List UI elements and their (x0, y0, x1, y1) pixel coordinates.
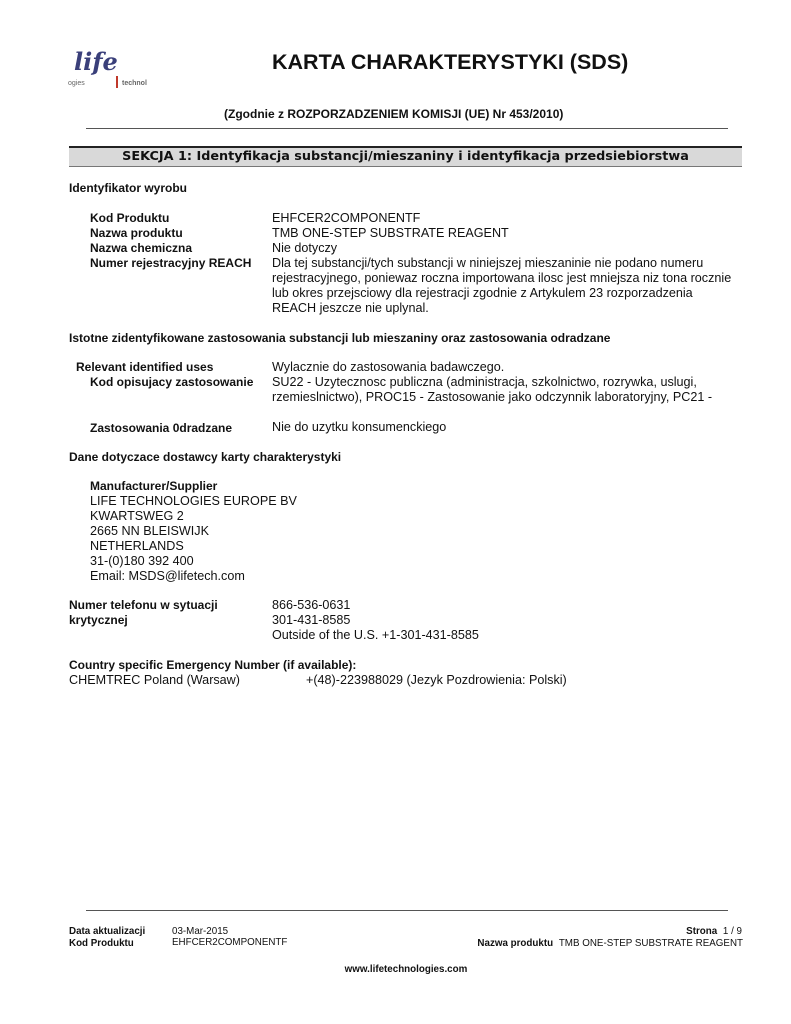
use-code-line: rzemieslnictwo), PROC15 - Zastosowanie jako odczynnik laboratoryjny, PC21 - (272, 390, 713, 404)
logo-left-text: ogies (68, 80, 85, 87)
supplier-line: LIFE TECHNOLOGIES EUROPE BV (90, 494, 297, 508)
supplier-line: NETHERLANDS (90, 539, 184, 553)
relevant-uses-value: Wylacznie do zastosowania badawczego. (272, 360, 505, 374)
logo-accent-mark (116, 76, 118, 88)
footer-page-label: Strona (686, 926, 718, 937)
section-1-header: SEKCJA 1: Identyfikacja substancji/mieszaniny i identyfikacja przedsiebiorstwa (69, 146, 742, 167)
supplier-line: KWARTSWEG 2 (90, 509, 184, 523)
country-emergency-number: +(48)-223988029 (Jezyk Pozdrowienia: Polski) (306, 673, 567, 687)
footer-product-value: TMB ONE-STEP SUBSTRATE REAGENT (558, 938, 743, 949)
chemical-name-label: Nazwa chemiczna (90, 241, 193, 255)
footer-page-value: 1 / 9 (722, 926, 742, 937)
footer-product (477, 938, 743, 950)
product-identifier-heading: Identyfikator wyrobu (69, 181, 188, 195)
product-code-label: Kod Produktu (90, 211, 170, 225)
product-name-value: TMB ONE-STEP SUBSTRATE REAGENT (272, 226, 509, 240)
reach-number-line: REACH jeszcze nie uplynal. (272, 301, 429, 315)
emergency-phone-line: 866-536-0631 (272, 598, 351, 612)
emergency-phone-line: Outside of the U.S. +1-301-431-8585 (272, 628, 479, 642)
use-code-label: Kod opisujacy zastosowanie (90, 375, 254, 389)
footer-code-value: EHFCER2COMPONENTF (172, 937, 288, 948)
regulation-subtitle: (Zgodnie z ROZPORZADZENIEM KOMISJI (UE) Nr 453/2010) (224, 107, 564, 121)
header-divider (86, 128, 728, 129)
product-code-value: EHFCER2COMPONENTF (272, 211, 421, 225)
footer-product-label: Nazwa produktu (477, 938, 554, 949)
supplier-label: Manufacturer/Supplier (90, 479, 218, 493)
supplier-heading: Dane dotyczace dostawcy karty charakterystyki (69, 450, 342, 464)
country-emergency-heading: Country specific Emergency Number (if available): (69, 658, 357, 672)
supplier-email[interactable]: Email: MSDS@lifetech.com (90, 569, 245, 583)
emergency-phone-line: 301-431-8585 (272, 613, 351, 627)
use-code-line: SU22 - Uzytecznosc publiczna (administracja, szkolnictwo, rozrywka, uslugi, (272, 375, 697, 389)
footer-page (686, 926, 742, 938)
uses-heading: Istotne zidentyfikowane zastosowania substancji lub mieszaniny oraz zastosowania odradzane (69, 331, 611, 345)
footer-date-value: 03-Mar-2015 (172, 926, 229, 937)
product-name-label: Nazwa produktu (90, 226, 183, 240)
footer-divider (86, 910, 728, 911)
logo-script: life (74, 47, 118, 76)
reach-number-label: Numer rejestracyjny REACH (90, 256, 252, 270)
discouraged-uses-value: Nie do uzytku konsumenckiego (272, 420, 447, 434)
footer-website[interactable]: www.lifetechnologies.com (344, 964, 468, 975)
emergency-phone-label: Numer telefonu w sytuacji (69, 598, 218, 612)
document-title: KARTA CHARAKTERYSTYKI (SDS) (272, 50, 629, 74)
country-emergency-name: CHEMTREC Poland (Warsaw) (69, 673, 240, 687)
supplier-line: 2665 NN BLEISWIJK (90, 524, 209, 538)
emergency-phone-label-cont: krytycznej (69, 613, 128, 627)
reach-number-line: lub okres przejsciowy dla rejestracji zgodnie z Artykulem 23 rozporzadzenia (272, 286, 693, 300)
company-logo (60, 48, 170, 92)
footer-code-label: Kod Produktu (69, 938, 134, 949)
reach-number-line: rejestracyjnego, poniewaz roczna importowana ilosc jest mniejsza niz tona rocznie (272, 271, 732, 285)
relevant-uses-label: Relevant identified uses (76, 360, 214, 374)
discouraged-uses-label: Zastosowania 0dradzane (90, 421, 233, 435)
reach-number-line: Dla tej substancji/tych substancji w niniejszej mieszaninie nie podano numeru (272, 256, 704, 270)
logo-right-text: technol (122, 80, 147, 87)
footer-date-label: Data aktualizacji (69, 926, 146, 937)
chemical-name-value: Nie dotyczy (272, 241, 338, 255)
supplier-line: 31-(0)180 392 400 (90, 554, 194, 568)
